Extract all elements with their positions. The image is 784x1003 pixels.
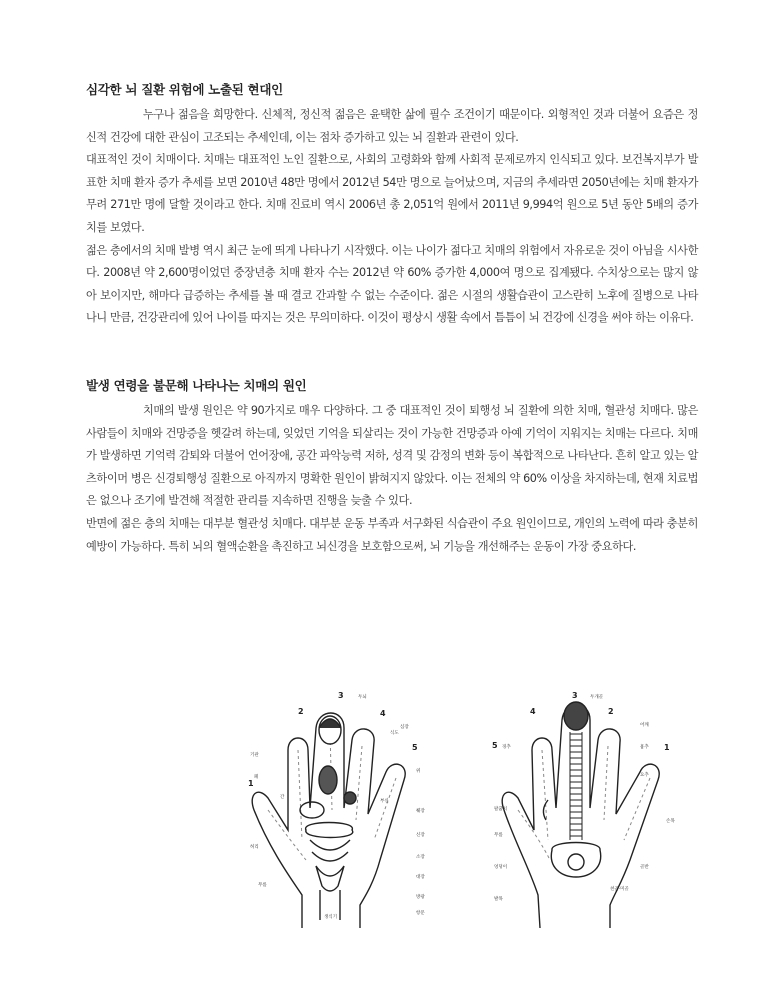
palm-label-lung: 폐 xyxy=(254,775,259,780)
palm-finger-number-1: 1 xyxy=(248,779,254,788)
back-finger-number-2: 2 xyxy=(608,707,614,716)
palm-finger-number-5: 5 xyxy=(412,743,418,752)
back-hand-outline xyxy=(502,705,659,928)
back-finger-number-3: 3 xyxy=(572,691,578,700)
back-label-thoracic: 흉추 xyxy=(640,745,649,750)
back-label-ankle: 발목 xyxy=(494,897,503,902)
palm-label-knee: 무릎 xyxy=(258,883,267,888)
palm-label-adrenal: 부신 xyxy=(380,799,389,804)
back-finger-number-5: 5 xyxy=(492,741,498,750)
back-label-sacrum: 천골·미골 xyxy=(610,887,629,892)
palm-label-stomach: 위 xyxy=(416,769,421,774)
palm-label-small-intestine: 소장 xyxy=(416,855,425,860)
back-label-skull: 두개골 xyxy=(590,695,604,700)
section1-heading: 심각한 뇌 질환 위험에 노출된 현대인 xyxy=(86,82,283,97)
back-label-knee: 무릎 xyxy=(494,833,503,838)
palm-label-bladder: 방광 xyxy=(416,895,425,900)
palm-label-brain: 두뇌 xyxy=(358,695,367,700)
palm-label-genitals: 생식기 xyxy=(324,915,338,920)
back-label-hip: 엉덩이 xyxy=(494,865,508,870)
back-label-wrist: 손목 xyxy=(666,819,675,824)
palm-finger-number-2: 2 xyxy=(298,707,304,716)
palm-label-liver: 간 xyxy=(280,795,285,800)
palm-label-pancreas: 췌장 xyxy=(416,809,425,814)
section2-paragraph-2: 반면에 젊은 층의 치매는 대부분 혈관성 치매다. 대부분 운동 부족과 서구화된 식습관이 주요 원인이므로, 개인의 노력에 따라 충분히 예방이 가능하다. 특히 뇌의 혈액순환을 촉진하고 뇌신경을 보호함으로써, 뇌 기능을 개선해주는 운동이 가장 중요하다. xyxy=(86,516,698,553)
back-finger-number-1: 1 xyxy=(664,743,670,752)
palm-label-anus: 항문 xyxy=(416,911,425,916)
back-label-cervical: 경추 xyxy=(502,745,511,750)
palm-label-heart: 심장 xyxy=(400,725,409,730)
back-hand-diagram xyxy=(502,702,659,928)
back-label-lumbar: 요추 xyxy=(640,773,649,778)
hand-diagrams xyxy=(240,690,680,935)
back-label-shoulder: 어깨 xyxy=(640,723,649,728)
section2-paragraph-1: 치매의 발생 원인은 약 90가지로 매우 다양하다. 그 중 대표적인 것이 퇴행성 뇌 질환에 의한 치매, 혈관성 치매다. 많은 사람들이 치매와 건망증을 헷갈려 하는데, 잊었던 기억을 되살리는 것이 가능한 건망증과 아예 기억이 지워지는 치매는 다르다. 치매가 발생하면 기억력 감퇴와 더불어 언어장애, 공간 파악능력 저하, 성격 및 감정의 변화 등이 복합적으로 나타난다. 흔히 알고 있는 알츠하이머 병은 신경퇴행성 질환으로 아직까지 명확한 원인이 밝혀지지 않았다. 이는 전체의 약 60% 이상을 차지하는데, 현재 치료법은 없으나 조기에 발견해 적절한 관리를 지속하면 진행을 늦출 수 있다. xyxy=(86,403,698,508)
document-page xyxy=(86,80,698,558)
palm-label-kidney: 신장 xyxy=(416,833,425,838)
palm-hand-diagram xyxy=(252,713,405,928)
palm-label-waist: 허리 xyxy=(250,845,259,850)
palm-finger-number-4: 4 xyxy=(380,709,386,718)
back-label-pelvis: 골반 xyxy=(640,865,649,870)
palm-label-esophagus: 식도 xyxy=(390,731,399,736)
back-finger-number-4: 4 xyxy=(530,707,536,716)
section1-paragraph-3: 젊은 층에서의 치매 발병 역시 최근 눈에 띄게 나타나기 시작했다. 이는 나이가 젊다고 치매의 위험에서 자유로운 것이 아님을 시사한다. 2008년 약 2,600명이었던 중장년층 치매 환자 수는 2012년 약 60% 증가한 4,000여 명으로 집계됐다. 수치상으로는 많지 않아 보이지만, 해마다 급증하는 추세를 볼 때 결코 간과할 수 없는 수준이다. 젊은 시절의 생활습관이 고스란히 노후에 질병으로 나타나니 만큼, 건강관리에 있어 나이를 따지는 것은 무의미하다. 이것이 평상시 생활 속에서 틈틈이 뇌 건강에 신경을 써야 하는 이유다. xyxy=(86,243,698,325)
section1-paragraph-1: 누구나 젊음을 희망한다. 신체적, 정신적 젊음은 윤택한 삶에 필수 조건이기 때문이다. 외형적인 것과 더불어 요즘은 정신적 건강에 대한 관심이 고조되는 추세인데, 이는 점차 증가하고 있는 뇌 질환과 관련이 있다. xyxy=(86,108,698,144)
hand-correspondence-figures xyxy=(240,690,680,935)
palm-finger-number-3: 3 xyxy=(338,691,344,700)
palm-label-large-intestine: 대장 xyxy=(416,875,425,880)
back-label-elbow: 팔꿈치 xyxy=(494,807,508,812)
section1-paragraph-2: 대표적인 것이 치매이다. 치매는 대표적인 노인 질환으로, 사회의 고령화와 함께 사회적 문제로까지 인식되고 있다. 보건복지부가 발표한 치매 환자 증가 추세를 보면 2010년 48만 명에서 2012년 54만 명으로 늘어났으며, 지금의 추세라면 2050년에는 치매 환자가 무려 271만 명에 달할 것이라고 한다. 치매 진료비 역시 2006년 총 2,051억 원에서 2011년 9,994억 원으로 5년 동안 5배의 증가치를 보였다. xyxy=(86,153,698,234)
section2-heading: 발생 연령을 불문해 나타나는 치매의 원인 xyxy=(86,377,307,393)
palm-label-trachea: 기관 xyxy=(250,753,259,758)
